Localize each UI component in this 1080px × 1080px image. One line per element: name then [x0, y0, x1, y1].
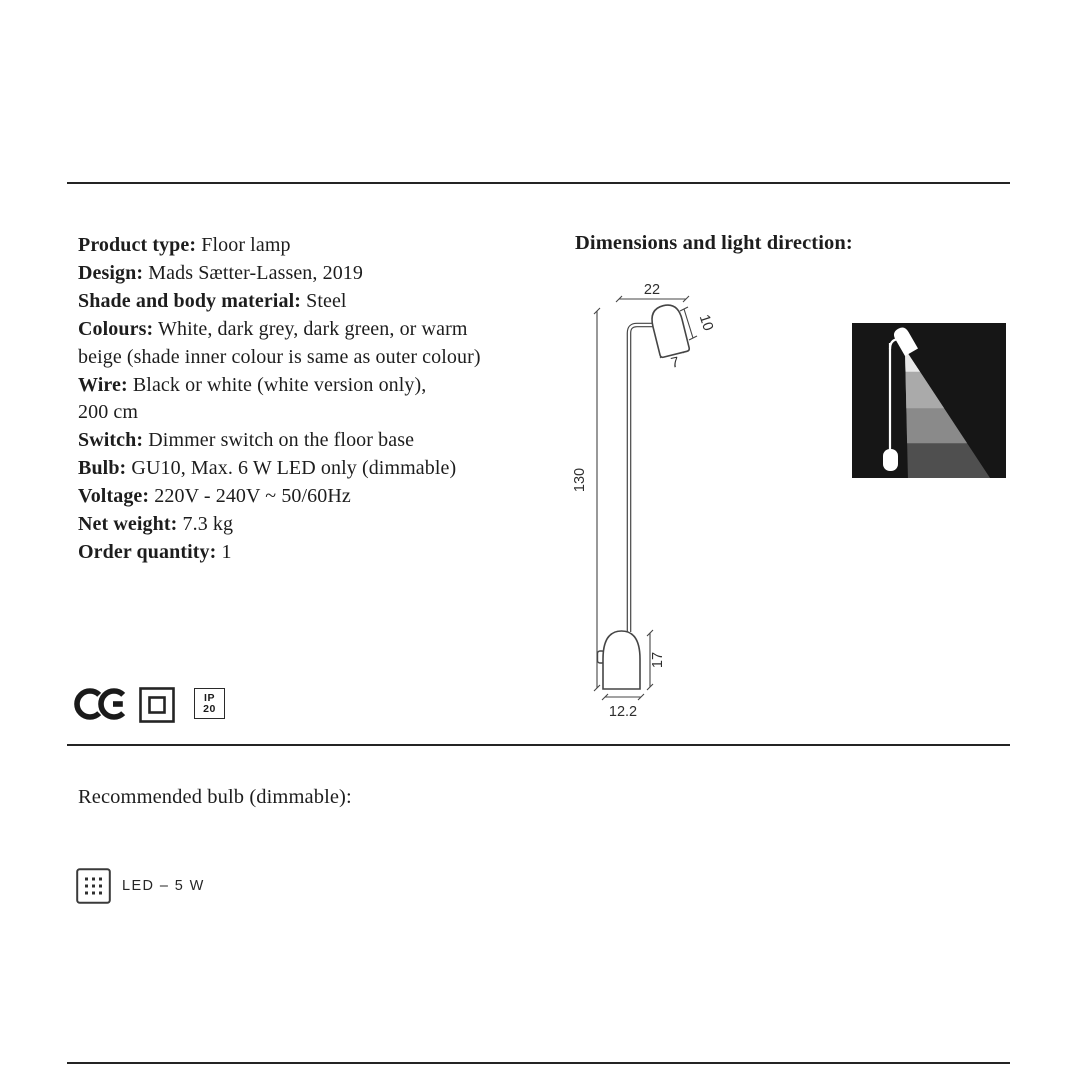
spec-row: Colours: White, dark grey, dark green, or warm — [78, 317, 468, 340]
lamp-shade-outline — [649, 302, 690, 358]
top-rule — [67, 182, 1010, 184]
bulb-section-heading: Recommended bulb (dimmable): — [78, 786, 352, 808]
spec-label: Order quantity: — [78, 540, 217, 563]
spec-label: Design: — [78, 261, 144, 284]
spec-list — [78, 232, 564, 567]
spec-row: Bulb: GU10, Max. 6 W LED only (dimmable) — [78, 457, 457, 480]
dimensions-heading: Dimensions and light direction: — [575, 232, 853, 254]
spec-label: Wire: — [78, 373, 128, 396]
spec-row: Order quantity: 1 — [78, 540, 232, 563]
lamp-base-silhouette — [883, 449, 898, 471]
base-height-dim: 17 — [650, 651, 666, 669]
lamp-pole-outline — [629, 325, 658, 632]
spec-label: Net weight: — [78, 513, 178, 536]
spec-row: 200 cm — [78, 401, 139, 424]
ip-rating-line2: 20 — [203, 702, 216, 715]
spec-row: Shade and body material: Steel — [78, 289, 347, 312]
spec-row: Net weight: 7.3 kg — [78, 513, 234, 536]
shade-width-dim: 22 — [643, 282, 661, 298]
led-bulb-label: LED – 5 W — [122, 878, 205, 894]
led-bulb-icon — [76, 868, 111, 904]
spec-row: beige (shade inner colour is same as outer colour) — [78, 345, 481, 368]
spec-label: Voltage: — [78, 485, 150, 508]
spec-row: Switch: Dimmer switch on the floor base — [78, 429, 415, 452]
light-cone-illustration — [852, 323, 1006, 478]
spec-label: Colours: — [78, 317, 154, 340]
spec-row: Product type: Floor lamp — [78, 234, 291, 256]
shade-depth-dim: 10 — [695, 312, 716, 333]
ip20-rating-icon — [194, 688, 225, 719]
class-ii-double-square-icon — [139, 687, 175, 723]
light-direction-image — [852, 323, 1006, 478]
spec-row: Voltage: 220V - 240V ~ 50/60Hz — [78, 485, 351, 508]
bottom-rule — [67, 1062, 1010, 1064]
spec-row: Design: Mads Sætter-Lassen, 2019 — [78, 261, 364, 284]
base-width-dim: 12.2 — [608, 704, 638, 720]
section-rule — [67, 744, 1010, 746]
lamp-height-dim: 130 — [572, 467, 588, 493]
lamp-base-outline — [603, 631, 640, 689]
spec-row: Wire: Black or white (white version only), — [78, 373, 427, 396]
spec-label: Bulb: — [78, 457, 127, 480]
spec-label: Shade and body material: — [78, 289, 301, 312]
ce-mark-icon — [74, 687, 126, 721]
shade-opening-dim: 7 — [669, 354, 681, 372]
spec-label: Switch: — [78, 429, 144, 452]
ip-rating-line1: IP — [204, 692, 215, 704]
dimension-drawing — [560, 275, 730, 720]
spec-label: Product type: — [78, 234, 197, 256]
